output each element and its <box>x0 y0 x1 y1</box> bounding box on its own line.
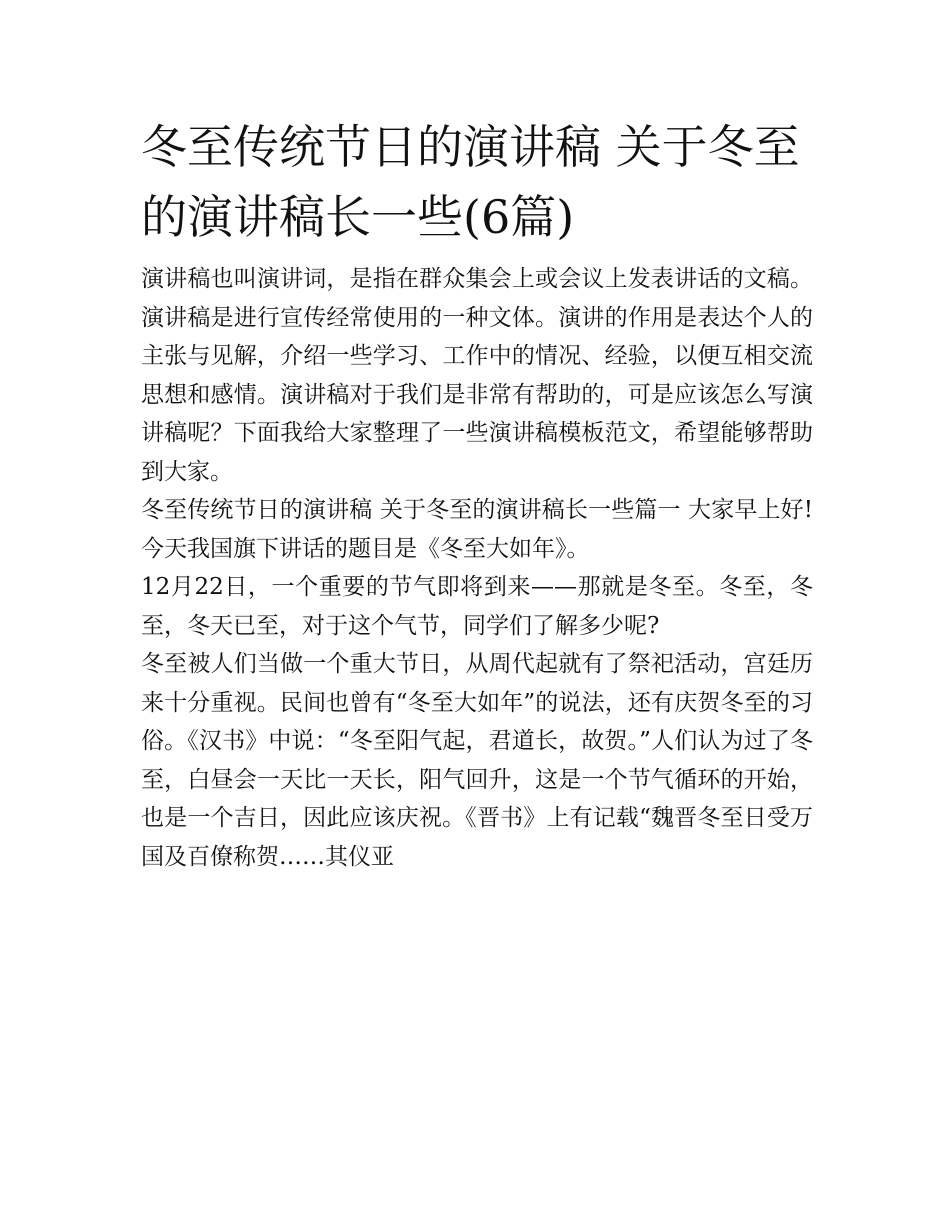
paragraph-intro: 演讲稿也叫演讲词，是指在群众集会上或会议上发表讲话的文稿。演讲稿是进行宣传经常使用的一种文体。演讲的作用是表达个人的主张与见解，介绍一些学习、工作中的情况、经验，以便互相交流思想和感情。演讲稿对于我们是非常有帮助的，可是应该怎么写演讲稿呢？下面我给大家整理了一些演讲稿模板范文，希望能够帮助到大家。 <box>141 266 813 485</box>
paragraph-winter-solstice-date: 12月22日，一个重要的节气即将到来——那就是冬至。冬至，冬至，冬天已至，对于这个气节，同学们了解多少呢? <box>141 574 813 639</box>
paragraph-speech-opening: 冬至传统节日的演讲稿 关于冬至的演讲稿长一些篇一 大家早上好! 今天我国旗下讲话的题目是《冬至大如年》。 <box>141 497 813 562</box>
document-title: 冬至传统节日的演讲稿 关于冬至的演讲稿长一些(6篇) <box>141 120 800 244</box>
document-body <box>141 112 813 876</box>
paragraph-history: 冬至被人们当做一个重大节日，从周代起就有了祭祀活动，宫廷历来十分重视。民间也曾有“冬至大如年”的说法，还有庆贺冬至的习俗。《汉书》中说：“冬至阳气起，君道长，故贺。”人们认为过了冬至，白昼会一天比一天长，阳气回升，这是一个节气循环的开始，也是一个吉日，因此应该庆祝。《晋书》上有记载“魏晋冬至日受万国及百僚称贺……其仪亚 <box>141 651 813 870</box>
